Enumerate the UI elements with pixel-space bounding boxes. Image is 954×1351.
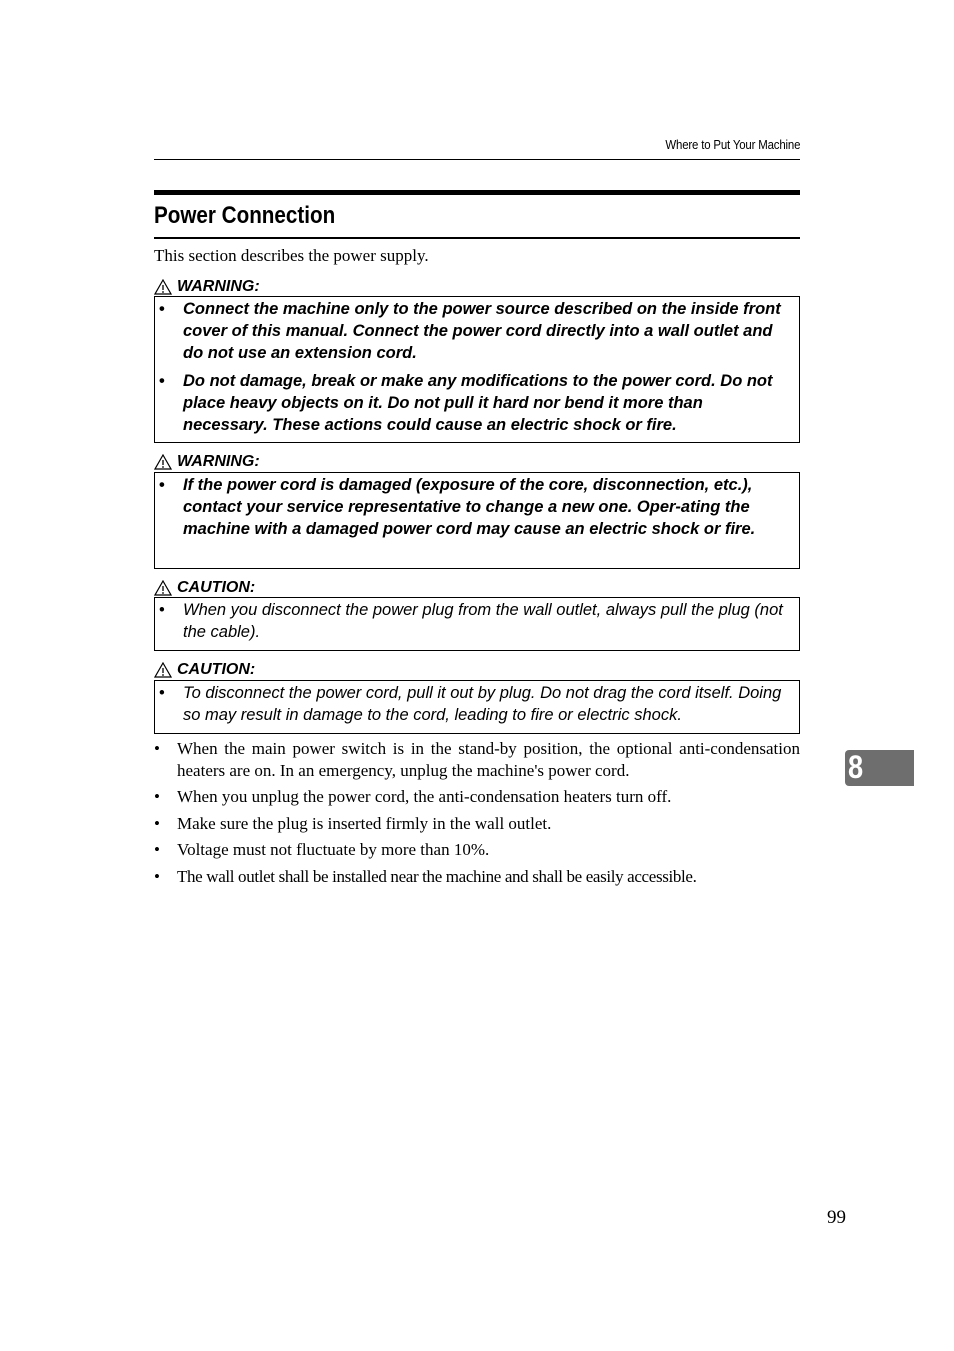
- bullet-symbol: •: [159, 300, 165, 318]
- bullet-symbol: •: [159, 601, 165, 619]
- caution-label-1: [154, 578, 255, 598]
- warning-box-1: [154, 296, 800, 443]
- notice-item: [159, 298, 789, 364]
- list-item-text: The wall outlet shall be installed near the machine and shall be easily accessible.: [177, 866, 697, 886]
- running-header-text: Where to Put Your Machine: [665, 137, 800, 152]
- title-rule: [154, 190, 800, 195]
- page-title-text: Power Connection: [154, 202, 336, 229]
- notice-label-text: WARNING:: [177, 278, 260, 295]
- caution-box-1: [154, 597, 800, 651]
- bullet-symbol: •: [159, 372, 165, 390]
- warning-label-2: [154, 452, 260, 472]
- notice-item-text: To disconnect the power cord, pull it out by plug. Do not drag the cord itself. Doing so may result in damage to the cord, leading to fire or electric shock.: [183, 684, 782, 724]
- bullet-symbol: •: [159, 684, 165, 702]
- warning-label-1: [154, 277, 260, 297]
- bullet-symbol: •: [154, 840, 160, 859]
- warning-triangle-icon: [154, 454, 172, 470]
- notice-label-text: CAUTION:: [177, 579, 256, 596]
- notice-item-text: If the power cord is damaged (exposure of the core, disconnection, etc.), contact your service representative to change a new one. Oper-ating the machine with a damaged power cord may cause an electric shock or fire.: [183, 476, 756, 538]
- bullet-symbol: •: [154, 739, 160, 758]
- notice-item-text: Do not damage, break or make any modifications to the power cord. Do not place heavy objects on it. Do not pull it hard nor bend it more than necessary. These actions could cause an electric shock or fire.: [183, 372, 773, 434]
- warning-box-2: [154, 472, 800, 569]
- notice-item: [159, 599, 789, 643]
- list-item-text: Make sure the plug is inserted firmly in the wall outlet.: [177, 813, 552, 833]
- notice-item: [159, 474, 789, 540]
- chapter-tab: [845, 750, 914, 786]
- list-item-text: When the main power switch is in the stand-by position, the optional anti-condensation heaters are on. In an emergency, unplug the machine's power cord.: [177, 739, 800, 780]
- warning-triangle-icon: [154, 279, 172, 295]
- notice-label-text: CAUTION:: [177, 661, 256, 678]
- page-number: 99: [827, 1207, 846, 1228]
- notice-item: [159, 370, 789, 436]
- list-item: [154, 786, 800, 808]
- list-item-text: When you unplug the power cord, the anti-condensation heaters turn off.: [177, 787, 672, 806]
- list-item-text: Voltage must not fluctuate by more than 10%.: [177, 840, 490, 859]
- notice-item: [159, 682, 789, 726]
- bullet-symbol: •: [154, 787, 160, 806]
- list-item: [154, 813, 800, 835]
- list-item: [154, 866, 800, 888]
- notice-item-text: When you disconnect the power plug from the wall outlet, always pull the plug (not the cable).: [183, 601, 783, 641]
- list-item: [154, 738, 800, 781]
- warning-triangle-icon: [154, 662, 172, 678]
- bullet-symbol: •: [159, 476, 165, 494]
- notice-label-text: WARNING:: [177, 453, 260, 470]
- caution-label-2: [154, 660, 255, 680]
- chapter-number: 8: [848, 749, 864, 785]
- bullet-symbol: •: [154, 813, 160, 833]
- notes-list: [154, 738, 800, 892]
- caution-box-2: [154, 680, 800, 734]
- intro-text: This section describes the power supply.: [154, 246, 429, 265]
- page-title: [154, 200, 800, 239]
- notice-item-text: Connect the machine only to the power source described on the inside front cover of this manual. Connect the power cord directly into a wall outlet and do not use an extension cord.: [183, 300, 781, 362]
- bullet-symbol: •: [154, 866, 160, 886]
- warning-triangle-icon: [154, 580, 172, 596]
- list-item: [154, 839, 800, 861]
- running-header: [154, 137, 800, 160]
